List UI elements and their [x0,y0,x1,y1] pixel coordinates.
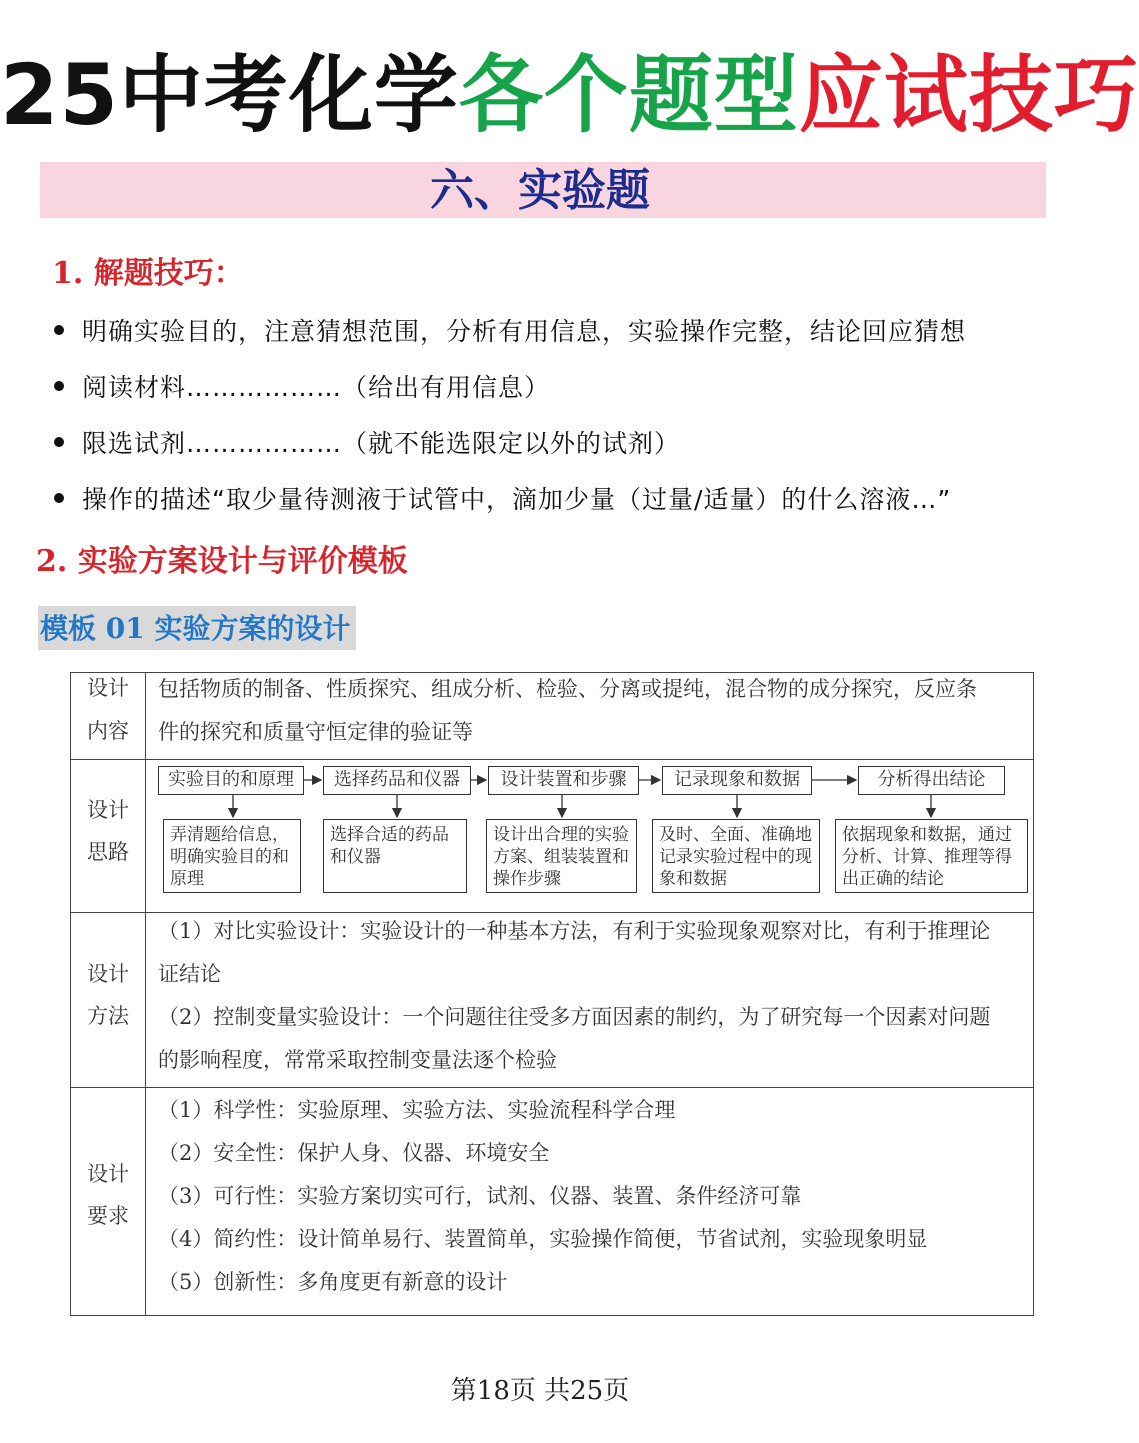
flow-step-5: 分析得出结论 [858,766,1005,795]
template-tag: 模板 01 实验方案的设计 [40,612,351,645]
flow-detail-2: 选择合适的药品和仪器 [323,819,467,893]
req-line-1: （1）科学性：实验原理、实验方法、实验流程科学合理 [158,1098,676,1122]
row-label-method-1: 设计 [87,962,129,986]
flow-detail-1: 弄清题给信息，明确实验目的和原理 [163,819,301,893]
row-label-content-2: 内容 [87,719,129,743]
content-line-1: 包括物质的制备、性质探究、组成分析、检验、分离或提纯，混合物的成分探究，反应条 [158,677,977,701]
flow-detail-4: 及时、全面、准确地记录实验过程中的现象和数据 [652,819,820,893]
method-line-3: （2）控制变量实验设计：一个问题往往受多方面因素的制约，为了研究每一个因素对问题 [158,1005,991,1029]
title-part-2: 各个题型 [458,46,799,144]
page-number: 第18页 共25页 [450,1376,630,1406]
row-label-thinking-1: 设计 [87,798,129,822]
tip-text-4: 操作的描述“取少量待测液于试管中，滴加少量（过量/适量）的什么溶液…” [82,485,952,514]
req-line-3: （3）可行性：实验方案切实可行，试剂、仪器、装置、条件经济可靠 [158,1184,802,1208]
row-label-req-2: 要求 [87,1204,129,1228]
title-part-1: 25中考化学 [0,46,459,144]
flow-step-3: 设计装置和步骤 [488,766,639,795]
req-line-2: （2）安全性：保护人身、仪器、环境安全 [158,1141,550,1165]
flow-step-2: 选择药品和仪器 [323,766,471,795]
flow-step-1: 实验目的和原理 [158,766,304,795]
content-line-2: 件的探究和质量守恒定律的验证等 [158,720,473,744]
flow-detail-3: 设计出合理的实验方案、组装装置和操作步骤 [486,819,637,893]
template-heading: 2. 实验方案设计与评价模板 [36,544,408,579]
req-line-5: （5）创新性：多角度更有新意的设计 [158,1270,508,1294]
row-label-thinking-2: 思路 [87,840,129,864]
method-line-2: 证结论 [158,962,221,986]
tips-heading: 1. 解题技巧： [52,256,244,291]
tip-text-2: 阅读材料………………（给出有用信息） [82,373,551,402]
tip-text-1: 明确实验目的，注意猜想范围，分析有用信息，实验操作完整，结论回应猜想 [82,317,967,346]
row-label-req-1: 设计 [87,1162,129,1186]
flow-step-4: 记录现象和数据 [662,766,812,795]
tip-text-3: 限选试剂………………（就不能选限定以外的试剂） [82,429,681,458]
method-line-1: （1）对比实验设计：实验设计的一种基本方法，有利于实验现象观察对比，有利于推理论 [158,919,991,943]
req-line-4: （4）简约性：设计简单易行、装置简单，实验操作简便，节省试剂，实验现象明显 [158,1227,928,1251]
row-label-content-1: 设计 [87,676,129,700]
flow-detail-5: 依据现象和数据，通过分析、计算、推理等得出正确的结论 [835,819,1028,893]
method-line-4: 的影响程度，常常采取控制变量法逐个检验 [158,1048,557,1072]
section-title: 六、实验题 [430,165,650,216]
row-label-method-2: 方法 [87,1004,129,1028]
title-part-3: 应试技巧 [798,46,1139,144]
